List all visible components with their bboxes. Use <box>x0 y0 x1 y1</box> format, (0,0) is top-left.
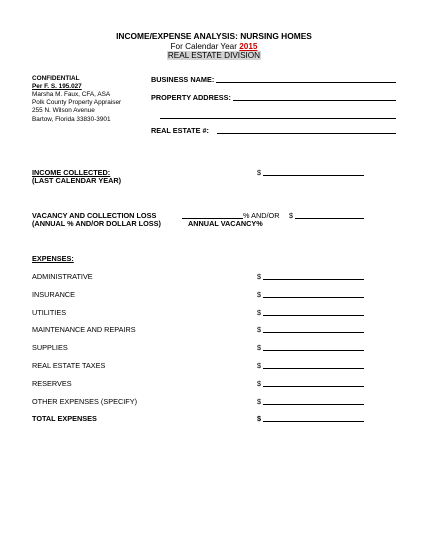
expense-currency-sign: $ <box>257 397 262 406</box>
income-period-label: (LAST CALENDAR YEAR) <box>32 176 122 185</box>
total-currency-sign: $ <box>257 414 262 423</box>
expense-field-insurance[interactable] <box>263 297 364 298</box>
division-name: REAL ESTATE DIVISION <box>167 51 261 60</box>
expense-label-administrative: ADMINISTRATIVE <box>32 272 93 281</box>
expense-field-reserves[interactable] <box>263 386 364 387</box>
expense-label-insurance: INSURANCE <box>32 290 75 299</box>
total-expenses-field[interactable] <box>263 421 364 422</box>
expense-label-real-estate-taxes: REAL ESTATE TAXES <box>32 361 106 370</box>
appraiser-street: 255 N. Wilson Avenue <box>32 107 95 114</box>
expense-field-other[interactable] <box>263 404 364 405</box>
expense-currency-sign: $ <box>257 361 262 370</box>
expense-field-maintenance[interactable] <box>263 332 364 333</box>
statute-reference: Per F. S. 195.027 <box>32 83 82 90</box>
vacancy-dollar-field[interactable] <box>295 218 364 219</box>
real-estate-number-field[interactable] <box>217 133 396 134</box>
property-address-field-line2[interactable] <box>160 118 396 119</box>
expense-field-real-estate-taxes[interactable] <box>263 368 364 369</box>
expense-currency-sign: $ <box>257 272 262 281</box>
income-collected-label: INCOME COLLECTED: <box>32 168 111 177</box>
expense-field-supplies[interactable] <box>263 350 364 351</box>
appraiser-name: Marsha M. Faux, CFA, ASA <box>32 91 111 98</box>
appraiser-office: Polk County Property Appraiser <box>32 99 122 106</box>
expense-currency-sign: $ <box>257 325 262 334</box>
vacancy-currency-sign: $ <box>289 211 294 220</box>
expense-currency-sign: $ <box>257 290 262 299</box>
total-expenses-label: TOTAL EXPENSES <box>32 414 97 423</box>
expenses-heading: EXPENSES: <box>32 254 74 263</box>
form-title: INCOME/EXPENSE ANALYSIS: NURSING HOMES <box>116 31 312 41</box>
expense-label-other: OTHER EXPENSES (SPECIFY) <box>32 397 138 406</box>
vacancy-and-or-label: % AND/OR <box>243 211 280 220</box>
calendar-year-line <box>0 42 428 51</box>
appraiser-city: Bartow, Florida 33830-3901 <box>32 116 111 123</box>
business-name-field[interactable] <box>216 82 396 83</box>
expense-label-reserves: RESERVES <box>32 379 72 388</box>
expense-label-supplies: SUPPLIES <box>32 343 68 352</box>
expense-label-maintenance: MAINTENANCE AND REPAIRS <box>32 325 136 334</box>
income-currency-sign: $ <box>257 168 262 177</box>
expense-field-utilities[interactable] <box>263 315 364 316</box>
annual-vacancy-label: ANNUAL VACANCY% <box>188 219 263 228</box>
property-address-label: PROPERTY ADDRESS: <box>151 93 231 102</box>
expense-currency-sign: $ <box>257 379 262 388</box>
expense-field-administrative[interactable] <box>263 279 364 280</box>
expense-currency-sign: $ <box>257 343 262 352</box>
property-address-field[interactable] <box>233 100 396 101</box>
vacancy-sublabel: (ANNUAL % AND/OR DOLLAR LOSS) <box>32 219 161 228</box>
business-name-label: BUSINESS NAME: <box>151 75 215 84</box>
division-line <box>0 51 428 60</box>
calendar-year-prefix: For Calendar Year <box>170 42 237 51</box>
expense-currency-sign: $ <box>257 308 262 317</box>
calendar-year-value: 2015 <box>239 42 258 51</box>
income-amount-field[interactable] <box>263 175 364 176</box>
real-estate-number-label: REAL ESTATE #: <box>151 126 209 135</box>
confidential-label: CONFIDENTIAL <box>32 75 80 82</box>
vacancy-label: VACANCY AND COLLECTION LOSS <box>32 211 157 220</box>
expense-label-utilities: UTILITIES <box>32 308 67 317</box>
